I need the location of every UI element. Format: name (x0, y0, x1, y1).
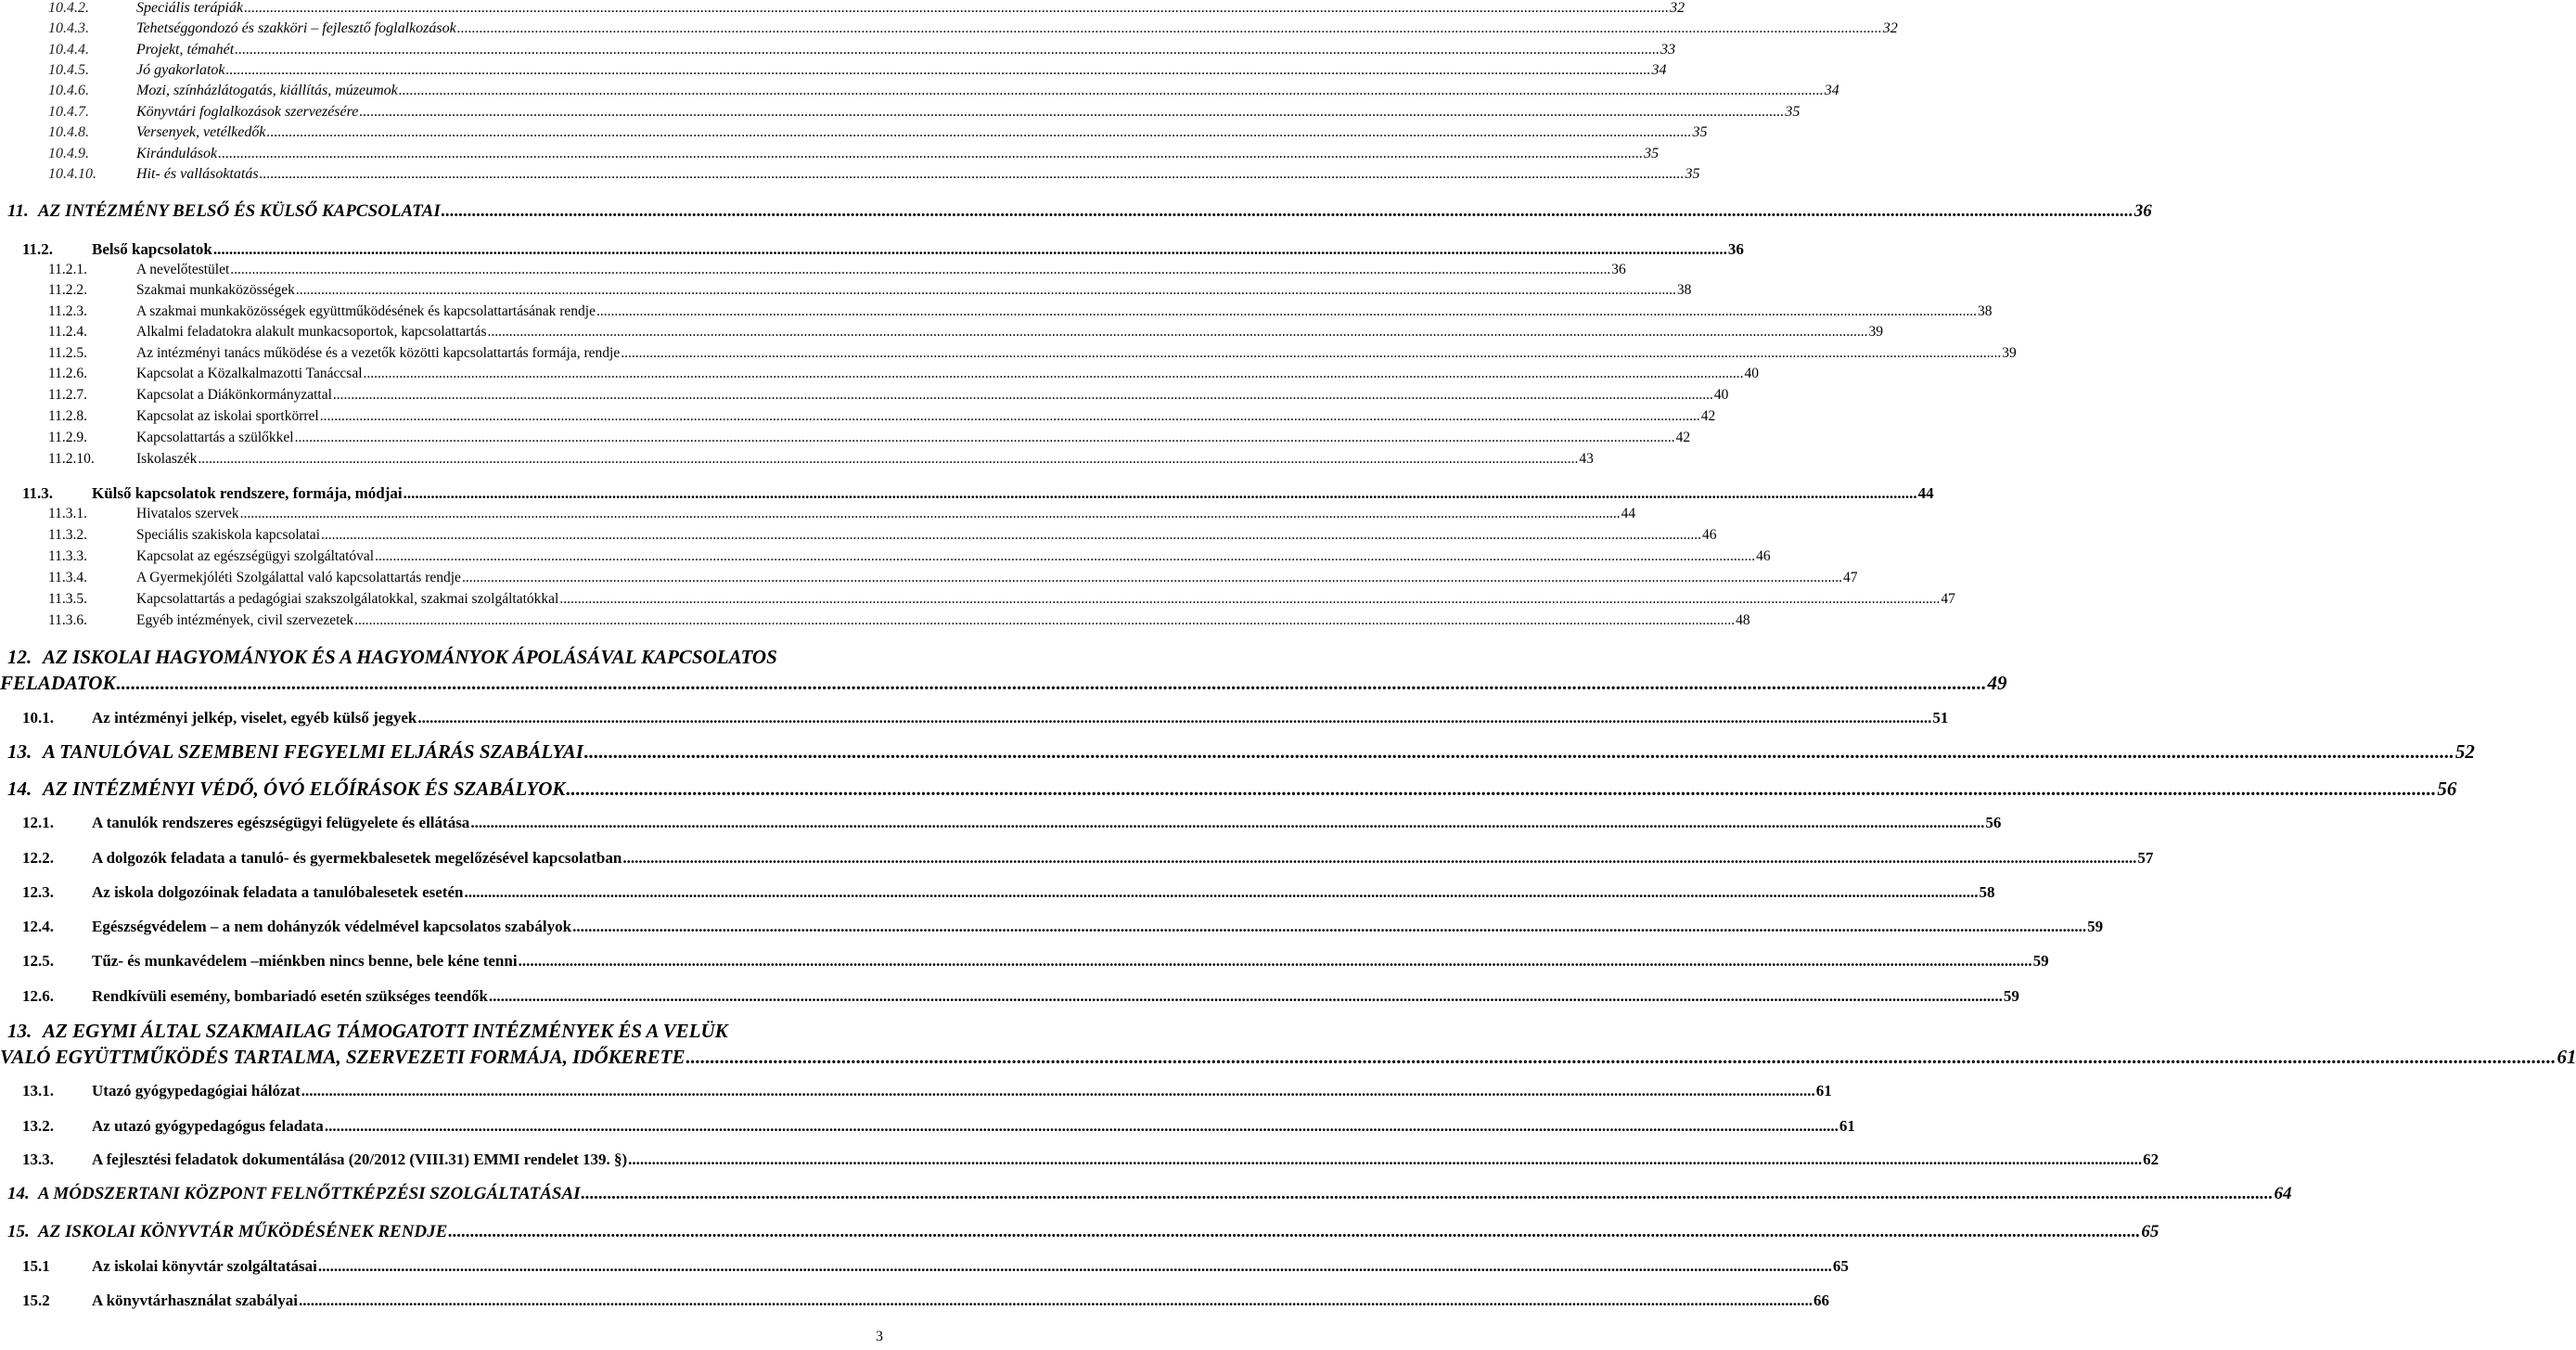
toc-number: 11.2.10. (48, 451, 95, 467)
toc-page-number: 57 (2137, 849, 2154, 867)
leader-dots (325, 1117, 1839, 1136)
toc-number: 11.3.1. (48, 506, 88, 521)
toc-page-number: 56 (2437, 778, 2457, 800)
toc-page-number: 42 (1700, 408, 1716, 424)
toc-title: AZ INTÉZMÉNY BELSŐ ÉS KÜLSŐ KAPCSOLATAI (38, 201, 441, 221)
toc-page-number: 42 (1675, 430, 1691, 445)
toc-entry[interactable] (0, 506, 1636, 522)
toc-page-number: 51 (1932, 709, 1949, 726)
toc-number: 11. (7, 201, 29, 221)
toc-section-entry[interactable] (0, 849, 2154, 868)
toc-number: 11.2.2. (48, 282, 88, 298)
leader-dots (244, 0, 1669, 17)
toc-number: 11.2.8. (48, 408, 88, 424)
leader-dots (299, 1292, 1813, 1310)
toc-entry[interactable] (0, 612, 1750, 629)
toc-page-number: 52 (2454, 740, 2475, 763)
toc-title: A tanulók rendszeres egészségügyi felügyelete és ellátása (92, 814, 470, 831)
toc-number: 12.4. (22, 918, 54, 935)
toc-number: 10.4.8. (48, 124, 89, 140)
page-number: 3 (876, 1329, 883, 1344)
toc-number: 12. (7, 646, 32, 668)
leader-dots (462, 570, 1842, 586)
toc-title: Az iskola dolgozóinak feladata a tanulóbalesetek esetén (92, 883, 464, 901)
toc-title: Kirándulások (136, 146, 218, 161)
toc-title: Kapcsolat az iskolai sportkörrel (136, 408, 319, 424)
toc-number: 10.1. (22, 709, 54, 726)
toc-section-entry[interactable] (0, 952, 2049, 971)
toc-page-number: 34 (1824, 83, 1839, 98)
toc-number: 10.4.9. (48, 146, 89, 161)
leader-dots (321, 527, 1701, 544)
leader-dots (559, 591, 1940, 608)
toc-number: 11.2. (22, 240, 54, 258)
toc-page-number: 59 (2087, 918, 2104, 935)
leader-dots (364, 366, 1744, 382)
toc-title: Jó gyakorlatok (136, 62, 225, 78)
toc-chapter-entry[interactable] (0, 778, 2457, 801)
toc-title: Belső kapcsolatok (92, 240, 212, 258)
toc-title: A Gyermekjóléti Szolgálattal való kapcsolattartás rendje (136, 570, 461, 585)
leader-dots (320, 408, 1700, 425)
toc-page-number: 44 (1621, 506, 1636, 521)
toc-title: Rendkívüli esemény, bombariadó esetén szükséges teendők (92, 987, 488, 1005)
toc-section-entry[interactable] (0, 484, 1934, 503)
toc-page-number: 59 (2003, 987, 2019, 1005)
toc-page-number: 65 (1832, 1257, 1849, 1275)
toc-page-number: 66 (1813, 1292, 1829, 1309)
toc-number: 10.4.2. (48, 0, 89, 16)
toc-number: 11.3.5. (48, 591, 88, 607)
toc-title: VALÓ EGYÜTTMŰKÖDÉS TARTALMA, SZERVEZETI FORMÁJA, IDŐKERETE (0, 1046, 686, 1068)
toc-number: 13.1. (22, 1082, 54, 1099)
leader-dots (572, 918, 2086, 936)
leader-dots (235, 42, 1660, 58)
toc-page-number: 38 (1977, 303, 1993, 319)
toc-title: A dolgozók feladata a tanuló- és gyermekbalesetek megelőzésével kapcsolatban (92, 849, 622, 867)
toc-page-number: 36 (1727, 240, 1744, 258)
leader-dots (218, 146, 1643, 162)
toc-title: A szakmai munkaközösségek együttműködésének és kapcsolattartásának rendje (136, 303, 596, 319)
leader-dots (686, 1044, 2556, 1070)
toc-entry[interactable] (0, 282, 1692, 299)
leader-dots (442, 201, 2134, 222)
toc-title: Az intézményi tanács működése és a vezetők közötti kapcsolattartás formája, rendje (136, 345, 621, 361)
toc-number: 15. (7, 1222, 30, 1241)
toc-entry[interactable] (0, 42, 1676, 58)
leader-dots (621, 345, 2001, 362)
toc-title: Egészségvédelem – a nem dohányzók védelmével kapcsolatos szabályok (92, 918, 572, 935)
toc-number: 13.3. (22, 1151, 54, 1168)
toc-section-entry[interactable] (0, 987, 2019, 1006)
toc-number: 10.4.3. (48, 20, 89, 36)
leader-dots (399, 83, 1824, 99)
toc-title: A TANULÓVAL SZEMBENI FEGYELMI ELJÁRÁS SZABÁLYAI (43, 740, 583, 763)
toc-title: Kapcsolat az egészségügyi szolgáltatóval (136, 548, 375, 564)
toc-entry[interactable] (0, 451, 1594, 468)
leader-dots (622, 849, 2136, 868)
toc-number: 13.2. (22, 1117, 54, 1135)
toc-section-entry[interactable] (0, 1257, 1849, 1276)
toc-page-number: 40 (1713, 387, 1729, 403)
leader-dots (198, 451, 1578, 468)
toc-number: 10.4.10. (48, 166, 96, 182)
toc-number: 11.2.6. (48, 366, 88, 381)
toc-number: 13. (7, 1020, 32, 1042)
toc-section-entry[interactable] (0, 814, 2002, 832)
toc-title: Szakmai munkaközösségek (136, 282, 295, 298)
toc-title: AZ EGYMI ÁLTAL SZAKMAILAG TÁMOGATOTT INTÉZMÉNYEK ÉS A VELÜK (43, 1020, 728, 1042)
toc-title: AZ INTÉZMÉNYI VÉDŐ, ÓVÓ ELŐÍRÁSOK ÉS SZABÁLYOK (43, 778, 566, 800)
toc-number: 10.4.4. (48, 42, 89, 58)
leader-dots (226, 62, 1651, 79)
toc-number: 10.4.5. (48, 62, 89, 78)
toc-title: Az utazó gyógypedagógus feladata (92, 1117, 324, 1135)
toc-number: 11.3.3. (48, 548, 88, 564)
toc-section-entry[interactable] (0, 883, 1995, 902)
toc-page-number: 36 (1611, 262, 1626, 277)
leader-dots (404, 484, 1917, 503)
toc-number: 11.3. (22, 484, 54, 502)
toc-number: 12.5. (22, 952, 54, 970)
toc-number: 13. (7, 740, 32, 763)
toc-title: Hivatalos szervek (136, 506, 239, 521)
toc-number: 10.4.6. (48, 83, 89, 98)
toc-page-number: 61 (2557, 1046, 2576, 1068)
toc-title: Tűz- és munkavédelem –miénkben nincs benne, bele kéne tenni (92, 952, 518, 970)
toc-title: A MÓDSZERTANI KÖZPONT FELNŐTTKÉPZÉSI SZOLGÁLTATÁSAI (38, 1184, 581, 1203)
toc-page-number: 33 (1660, 42, 1676, 58)
toc-page-number: 38 (1676, 282, 1692, 298)
toc-chapter-entry[interactable] (0, 201, 2152, 222)
toc-title: Hit- és vallásoktatás (136, 166, 259, 182)
toc-entry[interactable] (0, 324, 1883, 341)
toc-entry[interactable] (0, 303, 1993, 320)
toc-number: 11.2.4. (48, 324, 88, 340)
toc-page-number: 35 (1785, 104, 1801, 120)
toc-entry[interactable] (0, 166, 1700, 183)
toc-page-number: 32 (1670, 0, 1685, 16)
toc-page-number: 49 (1987, 672, 2007, 694)
toc-entry[interactable] (0, 430, 1691, 446)
toc-title: Tehetséggondozó és szakköri – fejlesztő foglalkozások (136, 20, 456, 36)
leader-dots (519, 952, 2032, 971)
leader-dots (295, 430, 1675, 446)
toc-page-number: 40 (1744, 366, 1760, 381)
toc-title: FELADATOK (0, 672, 116, 694)
toc-title: Mozi, színházlátogatás, kiállítás, múzeumok (136, 83, 398, 98)
toc-section-entry[interactable] (0, 709, 1949, 727)
toc-number: 15.1 (22, 1257, 50, 1275)
leader-dots (213, 240, 1727, 259)
leader-dots (584, 740, 2454, 764)
toc-number: 12.3. (22, 883, 54, 901)
toc-page-number: 59 (2032, 952, 2049, 970)
toc-number: 14. (7, 1184, 30, 1203)
leader-dots (296, 282, 1676, 299)
toc-title: Iskolaszék (136, 451, 198, 467)
leader-dots (448, 1222, 2140, 1242)
toc-number: 14. (7, 778, 32, 800)
toc-title: Könyvtári foglalkozások szervezésére (136, 104, 359, 120)
toc-page-number: 46 (1756, 548, 1771, 564)
toc-title: Az iskolai könyvtár szolgáltatásai (92, 1257, 317, 1275)
toc-page-number: 61 (1815, 1082, 1832, 1099)
toc-entry[interactable] (0, 548, 1771, 565)
toc-number: 12.6. (22, 987, 54, 1005)
toc-chapter-entry[interactable] (0, 644, 2007, 696)
leader-dots (596, 303, 1977, 320)
toc-page-number: 47 (1941, 591, 1955, 607)
toc-section-entry[interactable] (0, 240, 1744, 259)
toc-entry[interactable] (0, 591, 1955, 608)
toc-chapter-entry[interactable] (0, 1184, 2292, 1204)
toc-page-number: 36 (2134, 201, 2152, 221)
leader-dots (266, 124, 1691, 141)
toc-title: Kapcsolat a Diákönkormányzattal (136, 387, 332, 403)
toc-entry[interactable] (0, 0, 1685, 17)
toc-number: 11.3.4. (48, 570, 88, 585)
toc-number: 10.4.7. (48, 104, 89, 120)
toc-entry[interactable] (0, 345, 2017, 362)
leader-dots (582, 1184, 2274, 1204)
leader-dots (240, 506, 1621, 522)
toc-number: 11.3.2. (48, 527, 88, 543)
toc-page-number: 64 (2274, 1184, 2292, 1203)
toc-chapter-entry[interactable] (0, 1222, 2159, 1242)
leader-dots (359, 104, 1784, 121)
toc-title: Kapcsolattartás a szülőkkel (136, 430, 294, 445)
leader-dots (487, 324, 1867, 341)
leader-dots (489, 987, 2003, 1006)
toc-entry[interactable] (0, 20, 1898, 37)
toc-title: Versenyek, vetélkedők (136, 124, 266, 140)
toc-number: 11.2.3. (48, 303, 88, 319)
toc-entry[interactable] (0, 527, 1717, 544)
toc-entry[interactable] (0, 387, 1729, 404)
leader-dots (318, 1257, 1832, 1276)
leader-dots (301, 1082, 1815, 1100)
leader-dots (566, 778, 2436, 801)
toc-section-entry[interactable] (0, 1151, 2159, 1169)
toc-page-number: 56 (1985, 814, 2002, 831)
toc-section-entry[interactable] (0, 1117, 1855, 1136)
toc-chapter-entry[interactable] (0, 740, 2475, 764)
toc-entry[interactable] (0, 83, 1839, 99)
toc-entry[interactable] (0, 146, 1660, 162)
toc-number: 15.2 (22, 1292, 50, 1309)
toc-title: AZ ISKOLAI KÖNYVTÁR MŰKÖDÉSÉNEK RENDJE (38, 1222, 448, 1241)
toc-page-number: 46 (1702, 527, 1717, 543)
toc-number: 11.2.7. (48, 387, 88, 403)
toc-title: Külső kapcsolatok rendszere, formája, módjai (92, 484, 403, 502)
toc-title: Speciális terápiák (136, 0, 244, 16)
toc-title: A fejlesztési feladatok dokumentálása (20/2012 (VIII.31) EMMI rendelet 139. §) (92, 1151, 628, 1168)
leader-dots (464, 883, 1978, 902)
leader-dots (470, 814, 1984, 832)
toc-section-entry[interactable] (0, 918, 2104, 936)
toc-page-number: 35 (1685, 166, 1700, 182)
toc-page-number: 48 (1736, 612, 1750, 628)
leader-dots (628, 1151, 2142, 1169)
leader-dots (375, 548, 1755, 565)
toc-page-number: 44 (1917, 484, 1934, 502)
toc-section-entry[interactable] (0, 1292, 1829, 1310)
toc-page-number: 35 (1692, 124, 1708, 140)
leader-dots (333, 387, 1713, 404)
toc-entry[interactable] (0, 408, 1716, 425)
toc-title: A könyvtárhasználat szabályai (92, 1292, 298, 1309)
toc-entry[interactable] (0, 62, 1667, 79)
toc-number: 11.2.9. (48, 430, 88, 445)
toc-entry[interactable] (0, 104, 1801, 121)
toc-entry[interactable] (0, 366, 1760, 382)
leader-dots (417, 709, 1931, 727)
toc-title: Kapcsolat a Közalkalmazotti Tanáccsal (136, 366, 363, 381)
toc-title: Alkalmi feladatokra alakult munkacsoportok, kapcsolattartás (136, 324, 487, 340)
toc-page-number: 32 (1882, 20, 1898, 36)
toc-chapter-entry[interactable] (0, 1018, 2576, 1070)
leader-dots (116, 670, 1986, 696)
toc-number: 12.1. (22, 814, 54, 831)
toc-section-entry[interactable] (0, 1082, 1832, 1100)
toc-title: Projekt, témahét (136, 42, 235, 58)
leader-dots (260, 166, 1685, 183)
toc-number: 11.3.6. (48, 612, 88, 628)
toc-title: Kapcsolattartás a pedagógiai szakszolgálatokkal, szakmai szolgáltatókkal (136, 591, 559, 607)
toc-page-number: 39 (1868, 324, 1883, 340)
toc-title-line1 (7, 1018, 891, 1044)
toc-entry[interactable] (0, 262, 1626, 278)
leader-dots (354, 612, 1735, 629)
toc-page-number: 65 (2141, 1222, 2159, 1241)
toc-entry[interactable] (0, 124, 1708, 141)
toc-page-number: 35 (1644, 146, 1660, 161)
toc-page-number: 58 (1979, 883, 1995, 901)
toc-title: Speciális szakiskola kapcsolatai (136, 527, 320, 543)
toc-page-number: 47 (1842, 570, 1858, 585)
toc-page-number: 61 (1839, 1117, 1855, 1135)
toc-title-line1 (7, 644, 891, 670)
toc-page-number: 39 (2002, 345, 2017, 361)
toc-page-number: 34 (1651, 62, 1667, 78)
toc-number: 11.2.1. (48, 262, 88, 277)
toc-title: Az intézményi jelkép, viselet, egyéb külső jegyek (92, 709, 417, 726)
toc-page-number: 43 (1579, 451, 1594, 467)
toc-title: A nevelőtestület (136, 262, 230, 277)
toc-page-number: 62 (2143, 1151, 2159, 1168)
toc-number: 11.2.5. (48, 345, 88, 361)
toc-entry[interactable] (0, 570, 1858, 586)
toc-title: Utazó gyógypedagógiai hálózat (92, 1082, 301, 1099)
toc-title: Egyéb intézmények, civil szervezetek (136, 612, 354, 628)
leader-dots (457, 20, 1882, 37)
toc-title: AZ ISKOLAI HAGYOMÁNYOK ÉS A HAGYOMÁNYOK ÁPOLÁSÁVAL KAPCSOLATOS (43, 646, 777, 668)
leader-dots (230, 262, 1610, 278)
toc-number: 12.2. (22, 849, 54, 867)
